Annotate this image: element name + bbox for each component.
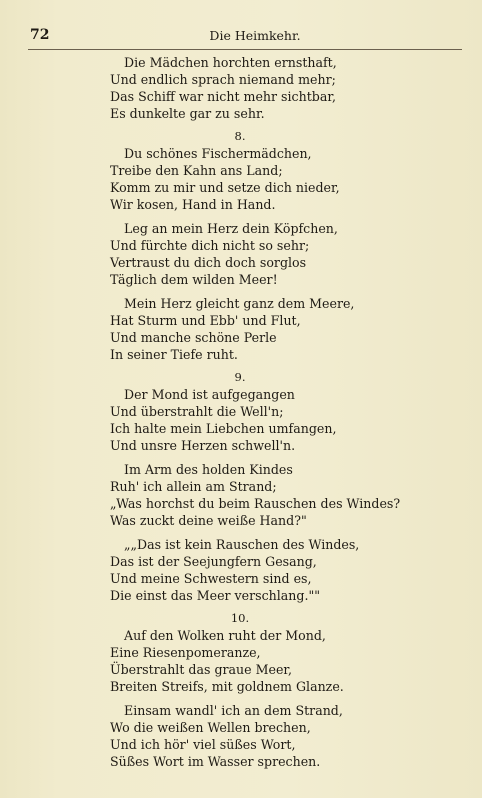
stanza [110, 386, 450, 454]
poem-section [110, 611, 450, 770]
verse-line: Wir kosen, Hand in Hand. [110, 197, 276, 212]
verse-line: Was zuckt deine weiße Hand?" [110, 513, 307, 528]
verse-line: Und überstrahlt die Well'n; [110, 404, 284, 419]
verse-line: Hat Sturm und Ebb' und Flut, [110, 313, 301, 328]
verse-line: Und endlich sprach niemand mehr; [110, 72, 336, 87]
stanza [110, 627, 450, 695]
verse-line: Leg an mein Herz dein Köpfchen, [124, 221, 338, 236]
stanza [110, 54, 450, 122]
verse-line: Eine Riesenpomeranze, [110, 645, 261, 660]
section-number: 9. [234, 370, 246, 384]
poem-section [110, 54, 450, 122]
verse-line: Auf den Wolken ruht der Mond, [124, 628, 326, 643]
verse-line: Komm zu mir und setze dich nieder, [110, 180, 340, 195]
stanza [110, 461, 450, 529]
verse-line: „„Das ist kein Rauschen des Windes, [124, 537, 360, 552]
stanza [110, 220, 450, 288]
verse-line: Täglich dem wilden Meer! [110, 272, 278, 287]
section-number: 10. [230, 611, 250, 625]
stanza [110, 702, 450, 770]
page-header [30, 27, 466, 47]
poem-section [110, 370, 450, 604]
verse-line: Vertraust du dich doch sorglos [110, 255, 307, 270]
verse-line: Der Mond ist aufgegangen [124, 387, 295, 402]
poem-section [110, 129, 450, 363]
verse-line: Treibe den Kahn ans Land; [110, 163, 283, 178]
stanza [110, 145, 450, 213]
verse-line: Überstrahlt das graue Meer, [110, 662, 293, 677]
verse-line: Und unsre Herzen schwell'n. [110, 438, 296, 453]
running-title: Die Heimkehr. [209, 28, 301, 43]
poem-body [110, 54, 450, 777]
stanza [110, 295, 450, 363]
verse-line: Das Schiff war nicht mehr sichtbar, [110, 89, 336, 104]
verse-line: Du schönes Fischermädchen, [124, 146, 312, 161]
verse-line: Die einst das Meer verschlang."" [110, 588, 321, 603]
page-number: 72 [30, 27, 50, 43]
verse-line: Süßes Wort im Wasser sprechen. [110, 754, 321, 769]
verse-line: Es dunkelte gar zu sehr. [110, 106, 265, 121]
verse-line: Das ist der Seejungfern Gesang, [110, 554, 317, 569]
stanza [110, 536, 450, 604]
verse-line: Die Mädchen horchten ernsthaft, [124, 55, 337, 70]
verse-line: Mein Herz gleicht ganz dem Meere, [124, 296, 355, 311]
verse-line: Ruh' ich allein am Strand; [110, 479, 277, 494]
verse-line: Breiten Streifs, mit goldnem Glanze. [110, 679, 344, 694]
verse-line: Und meine Schwestern sind es, [110, 571, 312, 586]
verse-line: Und fürchte dich nicht so sehr; [110, 238, 310, 253]
verse-line: Wo die weißen Wellen brechen, [110, 720, 311, 735]
section-number: 8. [234, 129, 246, 143]
header-rule [28, 49, 462, 50]
verse-line: Ich halte mein Liebchen umfangen, [110, 421, 337, 436]
verse-line: Im Arm des holden Kindes [124, 462, 293, 477]
verse-line: „Was horchst du beim Rauschen des Windes? [110, 496, 401, 511]
verse-line: Und manche schöne Perle [110, 330, 277, 345]
verse-line: In seiner Tiefe ruht. [110, 347, 238, 362]
verse-line: Und ich hör' viel süßes Wort, [110, 737, 296, 752]
verse-line: Einsam wandl' ich an dem Strand, [124, 703, 343, 718]
